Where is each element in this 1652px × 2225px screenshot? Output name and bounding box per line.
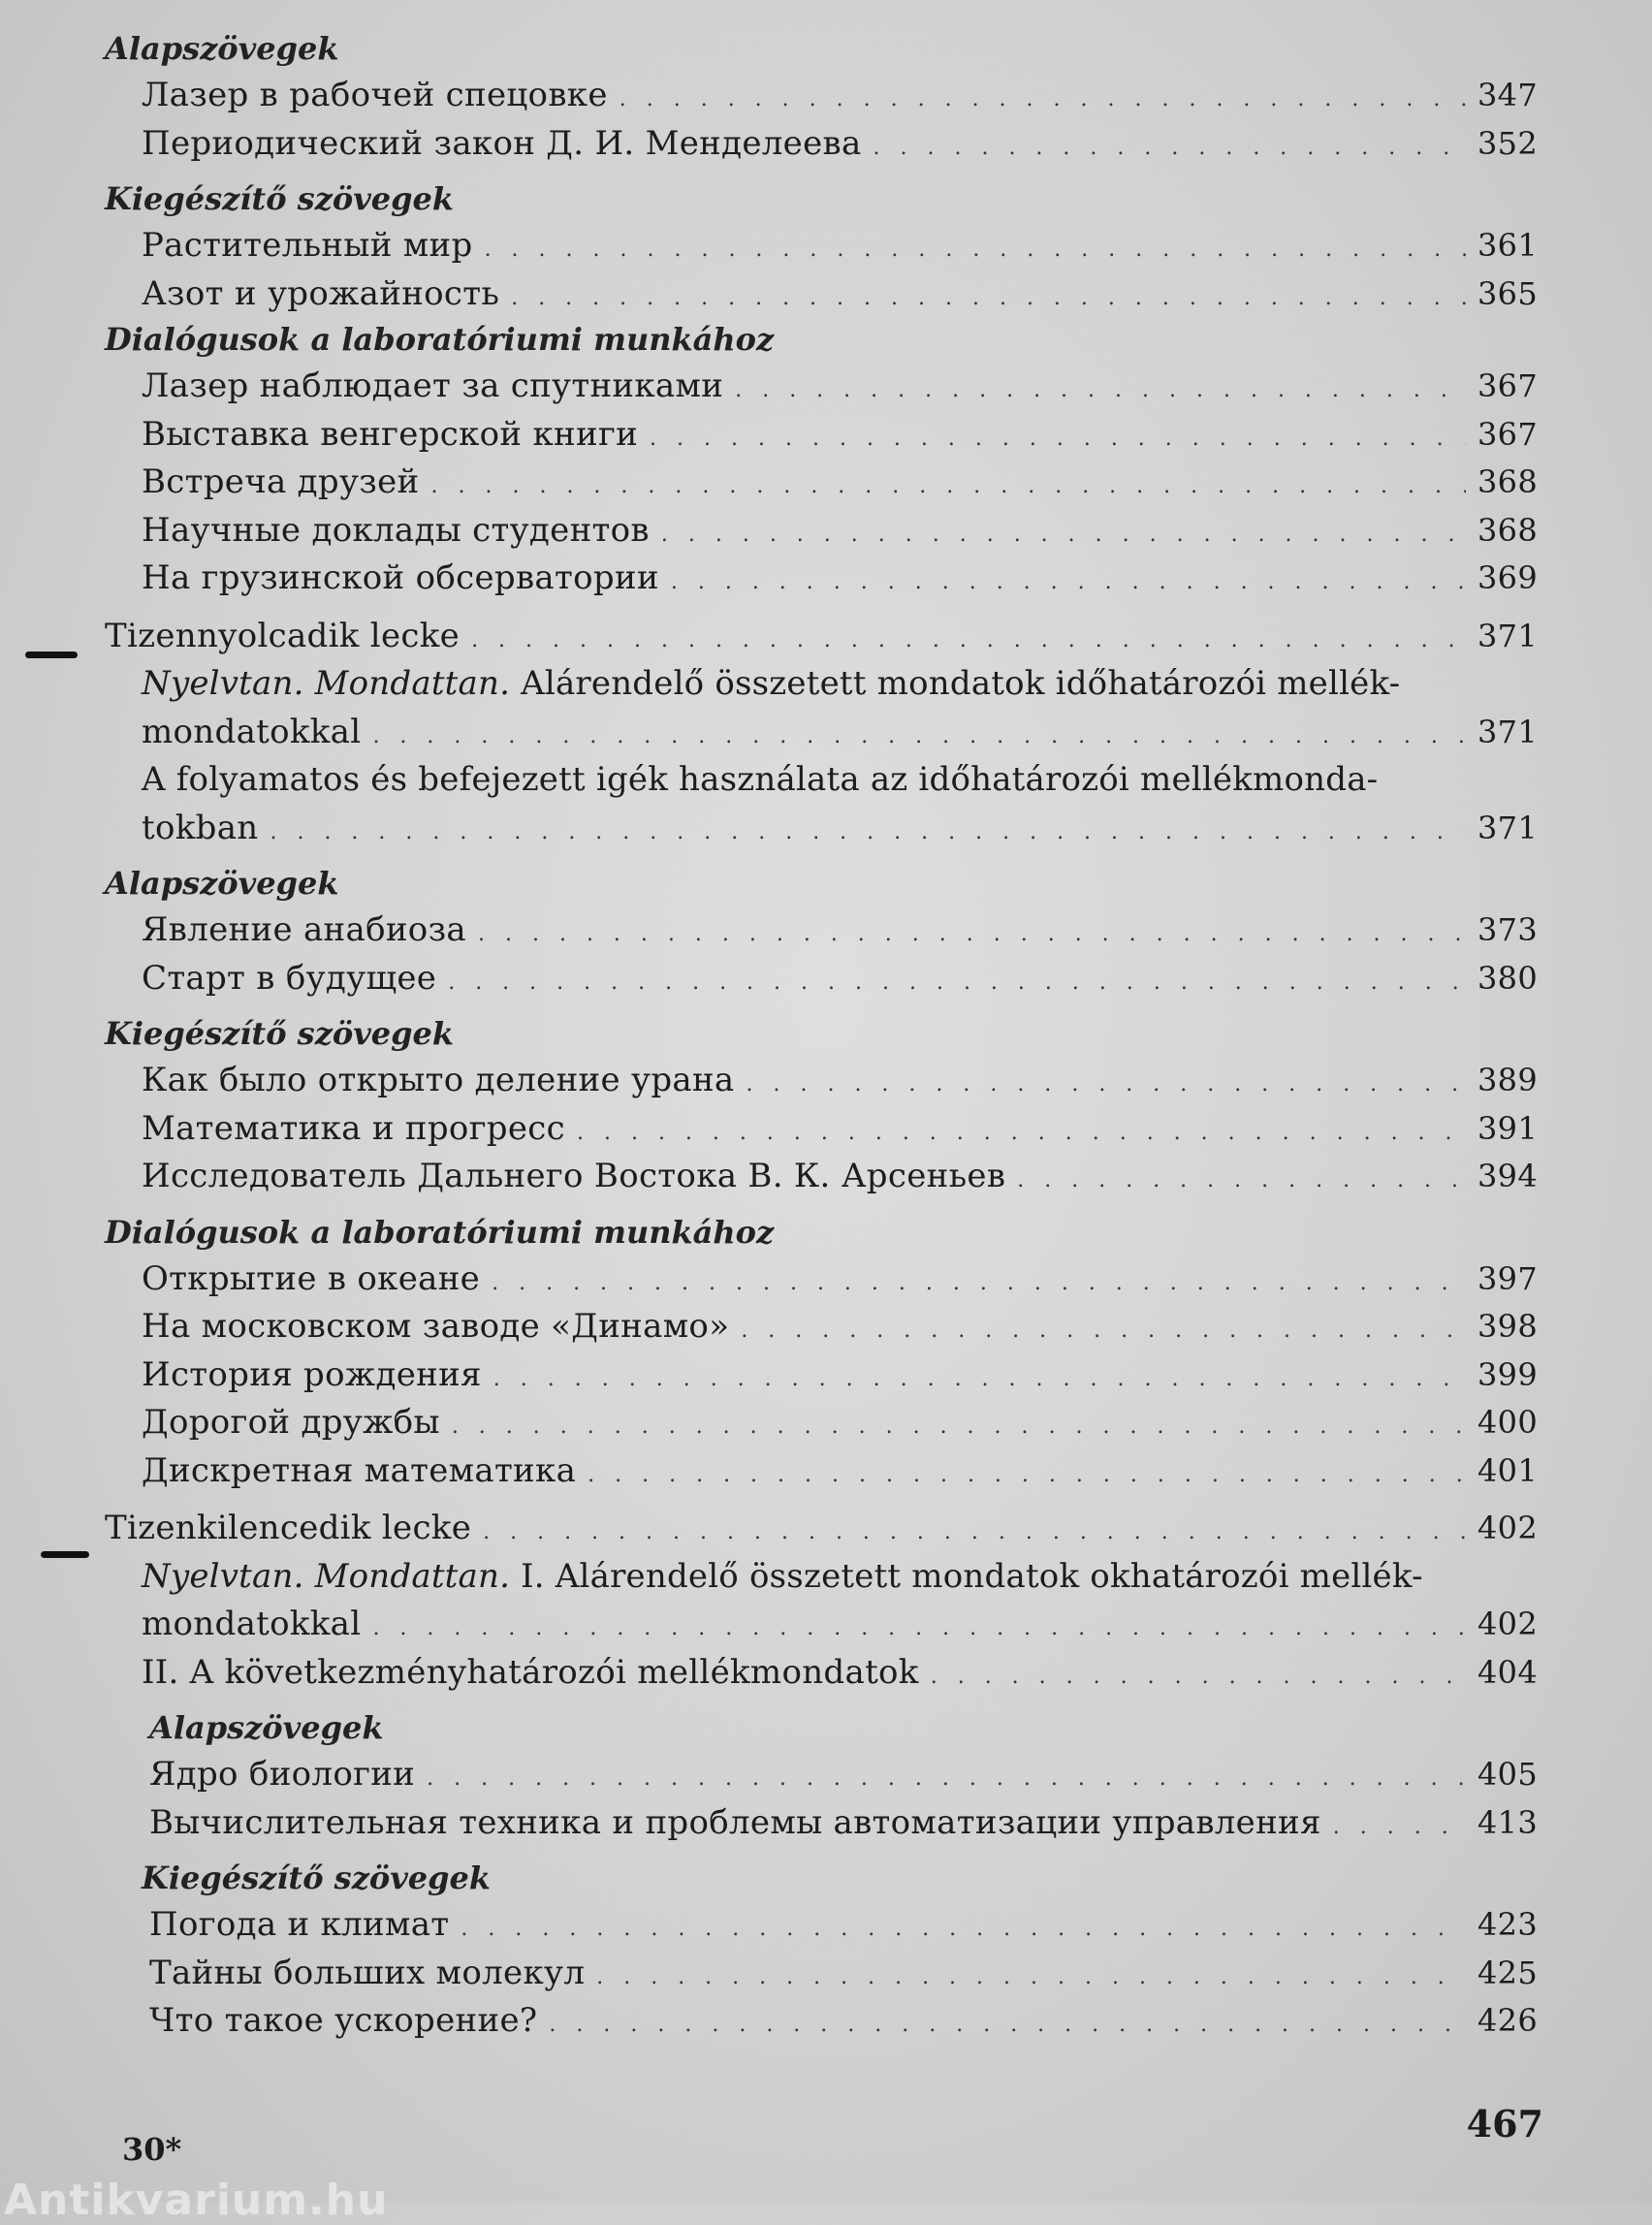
toc-entry[interactable] [142, 1447, 1538, 1496]
entry-title: Открытие в океане [142, 1258, 481, 1298]
section-heading: Alapszövegek [105, 865, 339, 902]
toc-entry[interactable] [142, 709, 1538, 757]
entry-page: 391 [1477, 1109, 1538, 1147]
toc-entry[interactable] [142, 222, 1538, 270]
dot-leader [511, 274, 1466, 322]
grammar-label: Nyelvtan. Mondattan. [142, 664, 511, 703]
entry-page: 373 [1477, 911, 1538, 948]
entry-title: Тайны больших молекул [149, 1953, 586, 1992]
entry-page: 405 [1477, 1756, 1538, 1793]
dot-leader [931, 1653, 1466, 1701]
toc-entry[interactable] [142, 270, 1538, 319]
dot-leader [492, 1259, 1466, 1307]
watermark: Antikvarium.hu [4, 2176, 389, 2225]
toc-entry[interactable] [149, 1997, 1538, 2046]
dot-leader [747, 1061, 1467, 1108]
entry-title: Дискретная математика [142, 1450, 577, 1490]
lesson-entry[interactable] [105, 1505, 1538, 1553]
dot-leader [650, 415, 1466, 462]
entry-title: История рождения [142, 1354, 482, 1394]
entry-title: Научные доклады студентов [142, 510, 650, 550]
entry-page: 425 [1477, 1954, 1538, 1991]
dot-leader [485, 226, 1466, 273]
entry-title: Выставка венгерской книги [142, 414, 639, 454]
entry-page: 367 [1477, 367, 1538, 404]
toc-entry[interactable] [142, 1256, 1538, 1304]
toc-entry[interactable] [142, 1601, 1538, 1649]
dot-leader [471, 617, 1466, 664]
entry-page: 361 [1477, 227, 1538, 264]
entry-page: 402 [1477, 1510, 1538, 1546]
entry-page: 423 [1477, 1906, 1538, 1943]
entry-title: mondatokkal [142, 1605, 362, 1643]
entry-title: Азот и урожайность [142, 273, 500, 313]
toc-entry[interactable] [142, 1399, 1538, 1447]
dot-leader [735, 366, 1466, 414]
entry-title: Лазер наблюдает за спутниками [142, 366, 724, 405]
entry-page: 426 [1477, 2002, 1538, 2039]
dot-leader [270, 809, 1466, 856]
grammar-text: Alárendelő összetett mondatok időhatározói mellék- [510, 664, 1401, 703]
lesson-entry[interactable] [105, 613, 1538, 661]
toc-entry[interactable] [142, 507, 1538, 556]
dot-leader [483, 1509, 1466, 1556]
toc-entry[interactable] [142, 1649, 1538, 1698]
toc-entry[interactable] [142, 555, 1538, 603]
printer-signature: 30* [122, 2131, 182, 2168]
grammar-label: Nyelvtan. Mondattan. [142, 1556, 511, 1596]
entry-page: 380 [1477, 959, 1538, 997]
toc-entry[interactable] [142, 72, 1538, 120]
entry-title: Погода и климат [149, 1905, 450, 1944]
dot-leader [372, 713, 1466, 760]
dot-leader [588, 1451, 1466, 1499]
dot-leader [427, 1755, 1466, 1802]
entry-page: 402 [1477, 1605, 1538, 1642]
entry-title: Лазер в рабочей спецовке [142, 76, 608, 114]
entry-title: II. A következményhatározói mellékmondatok [142, 1652, 919, 1692]
entry-title: Растительный мир [142, 226, 473, 265]
entry-title: Математика и прогресс [142, 1108, 565, 1148]
entry-page: 368 [1477, 511, 1538, 549]
toc-entry[interactable] [142, 955, 1538, 1003]
entry-page: 398 [1477, 1308, 1538, 1345]
section-heading: Kiegészítő szövegek [142, 1859, 492, 1896]
section-heading: Alapszövegek [105, 30, 339, 67]
grammar-line [142, 1553, 1538, 1602]
entry-title: На московском заводе «Динамо» [142, 1307, 730, 1346]
entry-page: 369 [1477, 559, 1538, 596]
toc-entry[interactable] [142, 363, 1538, 411]
toc-entry[interactable] [142, 1057, 1538, 1105]
margin-mark [25, 652, 78, 658]
dot-leader [577, 1109, 1466, 1157]
grammar-line [142, 660, 1538, 709]
entry-title: Исследователь Дальнего Востока В. К. Арсеньев [142, 1157, 1006, 1195]
dot-leader [549, 2001, 1466, 2049]
entry-title: Как было открыто деление урана [142, 1061, 735, 1099]
entry-page: 401 [1477, 1451, 1538, 1489]
dot-leader [1333, 1803, 1466, 1851]
dot-leader [741, 1307, 1466, 1354]
dot-leader [1017, 1157, 1466, 1204]
dot-leader [493, 1355, 1466, 1403]
entry-page: 389 [1477, 1062, 1538, 1098]
dot-leader [671, 558, 1466, 606]
entry-title: Что такое ускорение? [149, 2001, 538, 2040]
entry-page: 404 [1477, 1653, 1538, 1691]
grammar-line: A folyamatos és befejezett igék használata az időhatározói mellékmonda- [142, 760, 1379, 799]
dot-leader [372, 1605, 1466, 1652]
toc-entry[interactable] [142, 1105, 1538, 1154]
toc-entry[interactable] [142, 120, 1538, 169]
entry-page: 397 [1477, 1259, 1538, 1297]
entry-title: Явление анабиоза [142, 910, 466, 949]
entry-title: Дорогой дружбы [142, 1403, 440, 1442]
toc-entry[interactable] [142, 1351, 1538, 1400]
page-number: 467 [1466, 2102, 1543, 2146]
toc-entry[interactable] [149, 1799, 1538, 1848]
section-heading: Alapszövegek [149, 1709, 384, 1746]
toc-entry[interactable] [142, 805, 1538, 853]
lesson-title: Tizenkilencedik lecke [105, 1509, 472, 1547]
toc-entry[interactable] [142, 1303, 1538, 1351]
toc-entry[interactable] [142, 1153, 1538, 1201]
entry-page: 400 [1477, 1404, 1538, 1441]
section-heading: Dialógusok a laboratóriumi munkához [105, 321, 775, 358]
dot-leader [478, 910, 1466, 958]
dot-leader [661, 511, 1466, 558]
entry-title: Старт в будущее [142, 958, 437, 998]
section-heading: Kiegészítő szövegek [105, 180, 455, 217]
table-of-contents [105, 27, 1538, 2046]
entry-page: 352 [1477, 124, 1538, 162]
toc-entry[interactable] [142, 411, 1538, 460]
entry-page: 368 [1477, 463, 1538, 500]
section-heading: Dialógusok a laboratóriumi munkához [105, 1213, 775, 1251]
toc-entry[interactable] [142, 459, 1538, 507]
entry-title: Периодический закон Д. И. Менделеева [142, 123, 862, 163]
entry-page: 394 [1477, 1158, 1538, 1194]
entry-page: 371 [1477, 809, 1538, 846]
entry-page: 399 [1477, 1355, 1538, 1393]
dot-leader [874, 124, 1466, 172]
toc-entry[interactable] [149, 1751, 1538, 1799]
grammar-text: I. Alárendelő összetett mondatok okhatározói mellék- [510, 1556, 1423, 1596]
entry-title: Вычислительная техника и проблемы автоматизации управления [149, 1802, 1321, 1842]
entry-page: 413 [1477, 1803, 1538, 1841]
entry-page: 347 [1477, 77, 1538, 113]
toc-entry[interactable] [142, 906, 1538, 955]
dot-leader [448, 959, 1466, 1006]
dot-leader [461, 1905, 1466, 1953]
entry-page: 367 [1477, 415, 1538, 453]
toc-entry[interactable] [149, 1901, 1538, 1950]
margin-mark [41, 1551, 89, 1558]
entry-page: 371 [1477, 617, 1538, 654]
dot-leader [620, 76, 1466, 123]
dot-leader [452, 1403, 1466, 1450]
entry-title: mondatokkal [142, 712, 362, 751]
toc-entry[interactable] [149, 1950, 1538, 1998]
dot-leader [596, 1954, 1466, 2001]
entry-title: Ядро биологии [149, 1755, 416, 1794]
entry-page: 371 [1477, 713, 1538, 750]
entry-title: Встреча друзей [142, 462, 420, 501]
entry-title: tokban [142, 808, 259, 847]
entry-page: 365 [1477, 274, 1538, 312]
entry-title: На грузинской обсерватории [142, 558, 659, 597]
dot-leader [431, 462, 1466, 510]
section-heading: Kiegészítő szövegek [105, 1015, 455, 1052]
lesson-title: Tizennyolcadik lecke [105, 616, 461, 655]
